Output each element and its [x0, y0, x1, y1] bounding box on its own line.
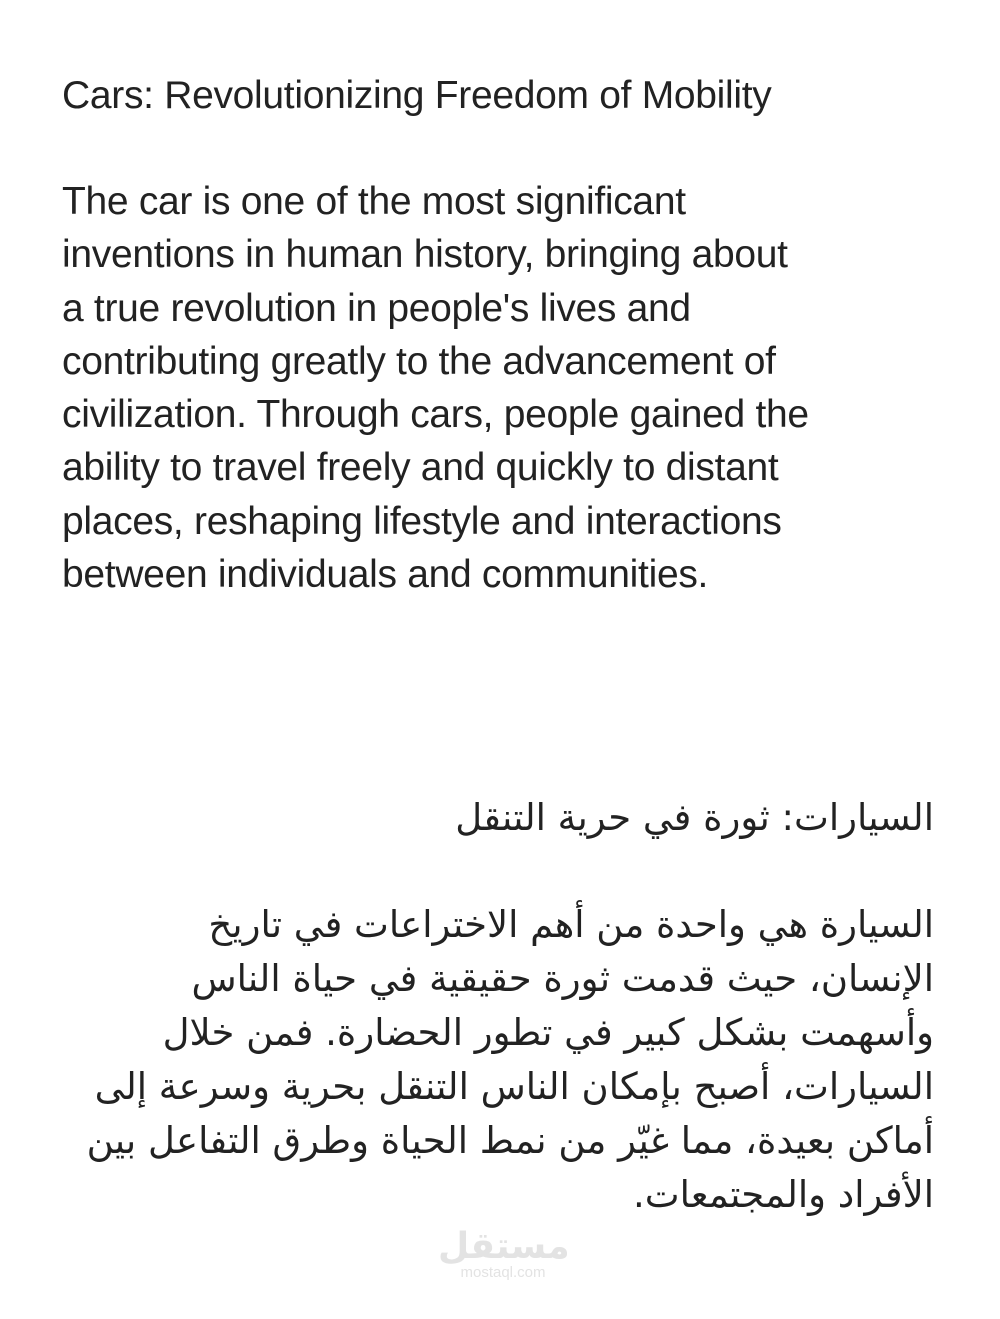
paragraph-line: between individuals and communities. — [62, 553, 709, 597]
paragraph-line: السيارات، أصبح بإمكان الناس التنقل بحرية وسرعة إلى — [94, 1065, 934, 1108]
paragraph-line: السيارة هي واحدة من أهم الاختراعات في تاريخ — [208, 903, 934, 946]
paragraph-line: a true revolution in people's lives and — [62, 286, 691, 330]
paragraph-line: The car is one of the most significant — [62, 180, 686, 223]
english-title: Cars: Revolutionizing Freedom of Mobility — [62, 74, 772, 117]
paragraph-line: الأفراد والمجتمعات. — [633, 1173, 934, 1216]
paragraph-line: وأسهمت بشكل كبير في تطور الحضارة. فمن خلال — [162, 1011, 934, 1054]
mostaql-watermark — [438, 1226, 570, 1282]
paragraph-line: contributing greatly to the advancement of — [62, 339, 776, 383]
paragraph-line: ability to travel freely and quickly to distant — [62, 446, 779, 490]
arabic-title: السيارات: ثورة في حرية التنقل — [455, 796, 934, 839]
paragraph-line: الإنسان، حيث قدمت ثورة حقيقية في حياة الناس — [191, 957, 934, 1000]
paragraph-line: أماكن بعيدة، مما غيّر من نمط الحياة وطرق التفاعل بين — [86, 1119, 934, 1162]
watermark-site: mostaql.com — [460, 1264, 546, 1281]
paragraph-line: places, reshaping lifestyle and interactions — [62, 499, 782, 543]
english-paragraph — [62, 175, 942, 601]
watermark-logo: مستقل — [438, 1226, 570, 1267]
paragraph-line: civilization. Through cars, people gained the — [62, 393, 809, 437]
arabic-paragraph — [74, 898, 934, 1222]
paragraph-line: inventions in human history, bringing about — [62, 233, 788, 277]
